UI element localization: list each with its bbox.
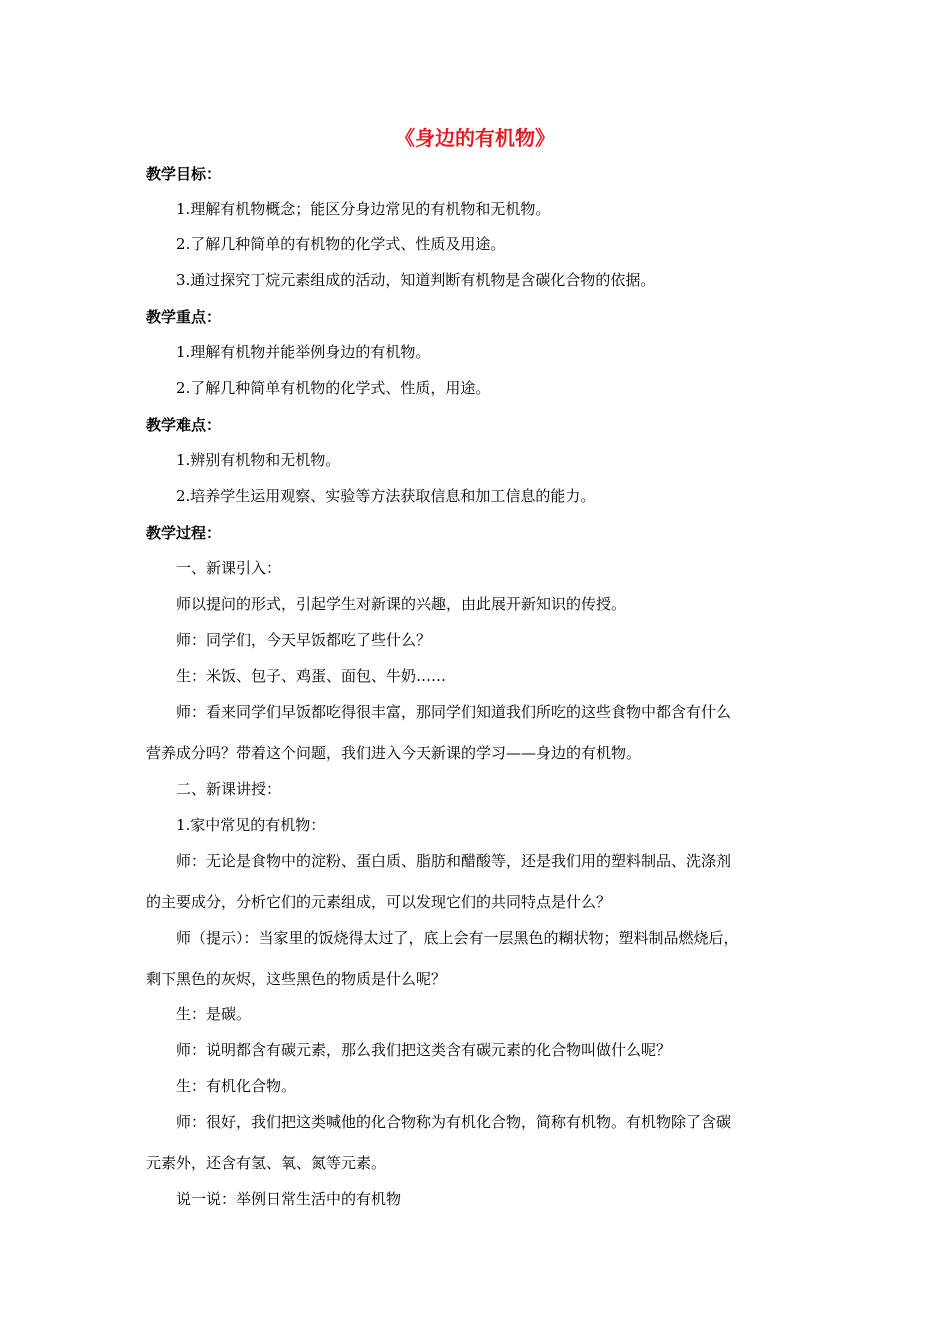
goal-item-3: 3.通过探究丁烷元素组成的活动，知道判断有机物是含碳化合物的依据。 [176,271,656,289]
process-line: 师（提示）：当家里的饭烧得太过了，底上会有一层黑色的糊状物；塑料制品燃烧后， [176,929,739,947]
difficulties-heading: 教学难点： [146,416,222,434]
process-line: 师：很好，我们把这类喊他的化合物称为有机化合物，简称有机物。有机物除了含碳 [176,1113,732,1131]
process-line: 师：同学们，今天早饭都吃了些什么？ [176,631,432,649]
process-line: 的主要成分，分析它们的元素组成，可以发现它们的共同特点是什么？ [146,893,612,911]
process-line: 1.家中常见的有机物： [176,816,326,834]
process-line: 生：米饭、包子、鸡蛋、面包、牛奶…… [176,667,447,685]
difficulty-item-2: 2.培养学生运用观察、实验等方法获取信息和加工信息的能力。 [176,487,596,505]
key-point-item-2: 2.了解几种简单有机物的化学式、性质，用途。 [176,379,491,397]
goal-item-1: 1.理解有机物概念；能区分身边常见的有机物和无机物。 [176,200,551,218]
key-points-heading: 教学重点： [146,308,222,326]
process-line: 师：看来同学们早饭都吃得很丰富，那同学们知道我们所吃的这些食物中都含有什么 [176,703,732,721]
process-line: 生：是碳。 [176,1005,252,1023]
process-line: 剩下黑色的灰烬，这些黑色的物质是什么呢？ [146,970,447,988]
process-line: 二、新课讲授： [176,780,282,798]
document-title: 《身边的有机物》 [395,126,555,150]
difficulty-item-1: 1.辨别有机物和无机物。 [176,451,341,469]
goal-item-2: 2.了解几种简单的有机物的化学式、性质及用途。 [176,235,506,253]
process-line: 营养成分吗？带着这个问题，我们进入今天新课的学习——身边的有机物。 [146,744,642,762]
process-line: 生：有机化合物。 [176,1077,297,1095]
key-point-item-1: 1.理解有机物并能举例身边的有机物。 [176,343,431,361]
process-line: 说一说：举例日常生活中的有机物 [176,1190,402,1208]
process-line: 师以提问的形式，引起学生对新课的兴趣，由此展开新知识的传授。 [176,595,627,613]
process-line: 师：说明都含有碳元素，那么我们把这类含有碳元素的化合物叫做什么呢？ [176,1041,672,1059]
process-line: 师：无论是食物中的淀粉、蛋白质、脂肪和醋酸等，还是我们用的塑料制品、洗涤剂 [176,852,732,870]
goals-heading: 教学目标： [146,165,222,183]
process-line: 一、新课引入： [176,559,282,577]
process-heading: 教学过程： [146,524,222,542]
process-line: 元素外，还含有氢、氧、氮等元素。 [146,1154,387,1172]
